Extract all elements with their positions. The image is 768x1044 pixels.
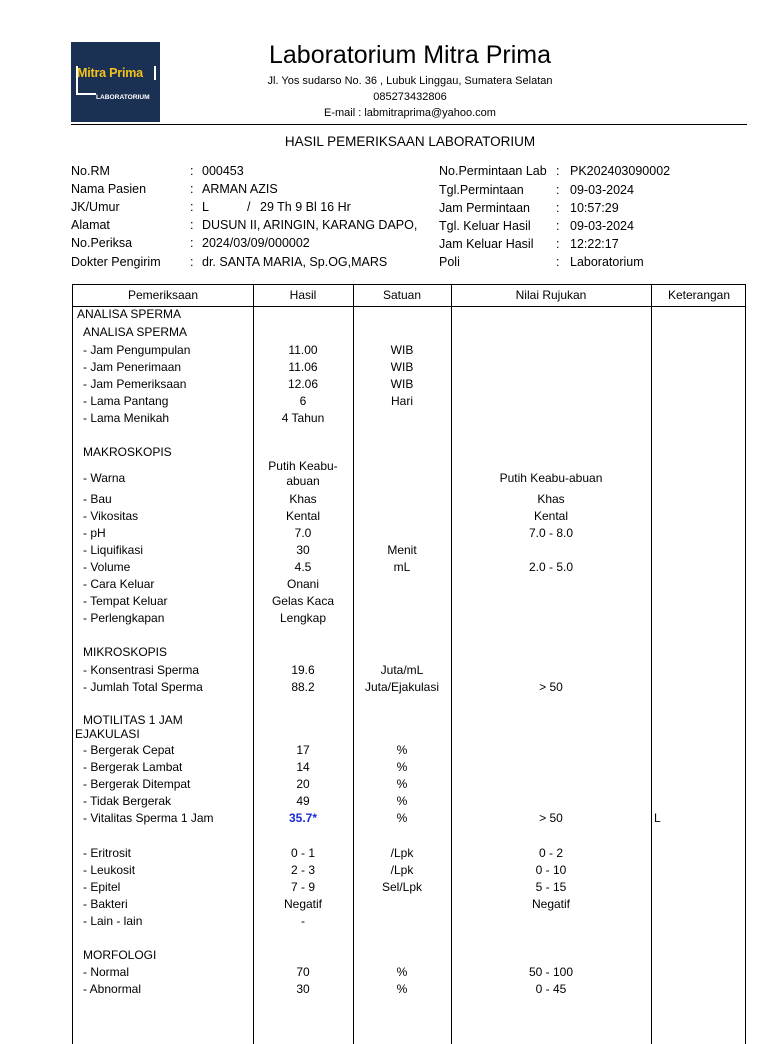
- table-row: [73, 560, 745, 577]
- result-value: Kental: [285, 509, 321, 523]
- reference-range: 2.0 - 5.0: [528, 560, 574, 574]
- result-unit: %: [396, 794, 408, 808]
- table-row: [73, 713, 745, 741]
- result-unit: %: [396, 743, 408, 757]
- field-label: No.Permintaan Lab: [439, 164, 547, 178]
- table-row: [73, 509, 745, 526]
- result-unit: WIB: [390, 343, 414, 357]
- result-unit: Juta/Ejakulasi: [364, 680, 440, 694]
- table-row: [73, 982, 745, 999]
- test-name: - pH: [83, 526, 106, 540]
- test-name: - Bergerak Lambat: [83, 760, 183, 774]
- field-colon: :: [556, 219, 560, 233]
- result-unit: Hari: [390, 394, 413, 408]
- reference-range: 7.0 - 8.0: [528, 526, 574, 540]
- table-row: [73, 526, 745, 543]
- test-name: EJAKULASI: [75, 727, 140, 741]
- test-name: - Jam Pemeriksaan: [83, 377, 187, 391]
- reference-range: Negatif: [531, 897, 571, 911]
- reference-range: Khas: [537, 492, 565, 506]
- result-value: 11.06: [288, 360, 318, 374]
- field-colon: :: [190, 218, 194, 232]
- table-row: [73, 760, 745, 777]
- field-label: JK/Umur: [71, 200, 120, 214]
- table-row: [73, 492, 745, 509]
- lab-address: Jl. Yos sudarso No. 36 , Lubuk Linggau, Sumatera Selatan: [267, 75, 553, 87]
- table-row: [73, 811, 745, 828]
- field-label: No.Periksa: [71, 236, 133, 250]
- field-colon: :: [556, 164, 560, 178]
- result-value: 7.0: [294, 526, 312, 540]
- test-name: - Tidak Bergerak: [83, 794, 172, 808]
- logo-bracket-bottom: [76, 93, 96, 95]
- test-name: - Bau: [83, 492, 112, 506]
- field-colon: :: [190, 255, 194, 269]
- table-row: [73, 445, 745, 462]
- test-name: MOTILITAS 1 JAM: [83, 713, 183, 727]
- table-row: [73, 846, 745, 863]
- table-row: [73, 794, 745, 811]
- field-value: 09-03-2024: [570, 183, 634, 197]
- result-unit: %: [396, 811, 408, 825]
- field-label: Poli: [439, 255, 460, 269]
- field-value: 2024/03/09/000002: [202, 236, 310, 250]
- result-unit: Menit: [387, 543, 417, 557]
- test-name: - Bakteri: [83, 897, 128, 911]
- table-row: [73, 948, 745, 965]
- test-name: - Konsentrasi Sperma: [83, 663, 200, 677]
- table-row: [73, 743, 745, 760]
- result-value: 49: [296, 794, 310, 808]
- result-value: 17: [296, 743, 310, 757]
- test-name: - Cara Keluar: [83, 577, 155, 591]
- result-value: -: [301, 914, 305, 928]
- result-unit: Sel/Lpk: [381, 880, 423, 894]
- table-row: [73, 914, 745, 931]
- field-colon: :: [190, 164, 194, 178]
- result-value: Putih Keabu-: [268, 459, 338, 473]
- results-table: [72, 284, 746, 1044]
- table-row: [73, 897, 745, 914]
- table-row: [73, 325, 745, 342]
- table-row: [73, 394, 745, 411]
- table-row: [73, 680, 745, 697]
- table-row: [73, 863, 745, 880]
- test-name: - Epitel: [83, 880, 121, 894]
- result-value: Lengkap: [279, 611, 327, 625]
- field-value: DUSUN II, ARINGIN, KARANG DAPO,: [202, 218, 418, 232]
- result-value: 14: [296, 760, 310, 774]
- result-value: 35.7*: [288, 811, 318, 825]
- test-name: - Eritrosit: [83, 846, 131, 860]
- reference-range: > 50: [539, 680, 563, 694]
- result-unit: %: [396, 760, 408, 774]
- field-value: 10:57:29: [570, 201, 619, 215]
- field-label: Nama Pasien: [71, 182, 147, 196]
- result-unit: mL: [393, 560, 411, 574]
- table-row: [73, 965, 745, 982]
- test-name: - Jam Pengumpulan: [83, 343, 191, 357]
- field-colon: :: [556, 237, 560, 251]
- test-name: - Bergerak Ditempat: [83, 777, 191, 791]
- test-name: - Warna: [83, 471, 126, 485]
- table-row: [73, 663, 745, 680]
- field-value: 000453: [202, 164, 244, 178]
- field-value: 12:22:17: [570, 237, 619, 251]
- table-row: [73, 459, 745, 488]
- field-value: PK202403090002: [570, 164, 671, 178]
- result-value: 0 - 1: [290, 846, 315, 860]
- result-unit: WIB: [390, 377, 414, 391]
- test-name: - Vikositas: [83, 509, 139, 523]
- reference-range: Putih Keabu-abuan: [499, 471, 603, 485]
- result-unit: Juta/mL: [380, 663, 424, 677]
- test-name: - Lama Menikah: [83, 411, 170, 425]
- test-name: MORFOLOGI: [83, 948, 157, 962]
- field-colon: :: [556, 183, 560, 197]
- test-name: - Lain - lain: [83, 914, 143, 928]
- table-row: [73, 645, 745, 662]
- lab-email: E-mail : labmitraprima@yahoo.com: [324, 107, 496, 119]
- test-name: ANALISA SPERMA: [77, 307, 182, 321]
- field-colon: :: [556, 255, 560, 269]
- field-colon: :: [190, 200, 194, 214]
- table-row: [73, 577, 745, 594]
- table-row: [73, 307, 745, 324]
- table-row: [73, 343, 745, 360]
- test-name: - Normal: [83, 965, 130, 979]
- result-value: Khas: [289, 492, 317, 506]
- test-name: - Liquifikasi: [83, 543, 144, 557]
- result-value: 4 Tahun: [281, 411, 325, 425]
- field-value: Laboratorium: [570, 255, 644, 269]
- field-colon: :: [556, 201, 560, 215]
- table-row: [73, 543, 745, 560]
- table-row: [73, 360, 745, 377]
- header-pemeriksaan: Pemeriksaan: [127, 288, 199, 302]
- reference-range: 5 - 15: [535, 880, 567, 894]
- test-name: ANALISA SPERMA: [83, 325, 188, 339]
- test-name: - Jumlah Total Sperma: [83, 680, 203, 694]
- result-value: 30: [296, 982, 310, 996]
- lab-logo: [71, 42, 160, 122]
- test-name: - Vitalitas Sperma 1 Jam: [83, 811, 214, 825]
- result-value: 4.5: [294, 560, 312, 574]
- table-row: [73, 594, 745, 611]
- result-value: 20: [296, 777, 310, 791]
- test-name: - Leukosit: [83, 863, 136, 877]
- lab-name: Laboratorium Mitra Prima: [268, 41, 552, 69]
- field-label: Jam Keluar Hasil: [439, 237, 534, 251]
- field-value: ARMAN AZIS: [202, 182, 278, 196]
- result-value: abuan: [286, 474, 320, 488]
- result-unit: WIB: [390, 360, 414, 374]
- header-nilai-rujukan: Nilai Rujukan: [515, 288, 587, 302]
- result-value: 88.2: [291, 680, 315, 694]
- reference-range: 0 - 2: [538, 846, 563, 860]
- table-row: [73, 611, 745, 628]
- header-hasil: Hasil: [289, 288, 317, 302]
- field-label: Jam Permintaan: [439, 201, 531, 215]
- field-value: L: [202, 200, 209, 214]
- header-keterangan: Keterangan: [667, 288, 731, 302]
- result-value: 6: [299, 394, 307, 408]
- result-value: Onani: [286, 577, 320, 591]
- test-name: MIKROSKOPIS: [83, 645, 168, 659]
- field-label: Tgl.Permintaan: [439, 183, 524, 197]
- result-value: 70: [296, 965, 310, 979]
- field-label: Alamat: [71, 218, 110, 232]
- result-flag: L: [654, 811, 661, 825]
- result-value: 11.00: [288, 343, 318, 357]
- field-value: 09-03-2024: [570, 219, 634, 233]
- reference-range: > 50: [539, 811, 563, 825]
- reference-range: 50 - 100: [528, 965, 574, 979]
- result-unit: /Lpk: [390, 863, 414, 877]
- field-label: Dokter Pengirim: [71, 255, 161, 269]
- result-unit: %: [396, 777, 408, 791]
- field-separator: /: [247, 200, 251, 214]
- table-row: [73, 377, 745, 394]
- result-value: 12.06: [287, 377, 319, 391]
- test-name: - Volume: [83, 560, 131, 574]
- header-satuan: Satuan: [382, 288, 422, 302]
- logo-brand-text: Mitra Prima: [77, 66, 143, 80]
- result-value: 2 - 3: [290, 863, 315, 877]
- test-name: - Perlengkapan: [83, 611, 165, 625]
- result-value: Negatif: [283, 897, 323, 911]
- result-unit: /Lpk: [390, 846, 414, 860]
- test-name: - Bergerak Cepat: [83, 743, 175, 757]
- lab-phone: 085273432806: [373, 91, 447, 103]
- reference-range: 0 - 10: [535, 863, 567, 877]
- result-value: 7 - 9: [290, 880, 315, 894]
- test-name: - Tempat Keluar: [83, 594, 168, 608]
- test-name: MAKROSKOPIS: [83, 445, 172, 459]
- table-row: [73, 880, 745, 897]
- test-name: - Jam Penerimaan: [83, 360, 182, 374]
- result-unit: %: [396, 965, 408, 979]
- header-divider: [71, 124, 747, 125]
- result-unit: %: [396, 982, 408, 996]
- field-value: 29 Th 9 Bl 16 Hr: [260, 200, 351, 214]
- result-value: Gelas Kaca: [271, 594, 335, 608]
- test-name: - Lama Pantang: [83, 394, 169, 408]
- table-row: [73, 411, 745, 428]
- field-label: Tgl. Keluar Hasil: [439, 219, 531, 233]
- field-colon: :: [190, 182, 194, 196]
- result-value: 30: [296, 543, 310, 557]
- field-label: No.RM: [71, 164, 110, 178]
- reference-range: Kental: [533, 509, 569, 523]
- field-value: dr. SANTA MARIA, Sp.OG,MARS: [202, 255, 388, 269]
- logo-sub-text: LABORATORIUM: [96, 94, 150, 101]
- reference-range: 0 - 45: [535, 982, 567, 996]
- result-value: 19.6: [291, 663, 315, 677]
- report-title: HASIL PEMERIKSAAN LABORATORIUM: [284, 134, 536, 149]
- field-colon: :: [190, 236, 194, 250]
- test-name: - Abnormal: [83, 982, 142, 996]
- table-row: [73, 777, 745, 794]
